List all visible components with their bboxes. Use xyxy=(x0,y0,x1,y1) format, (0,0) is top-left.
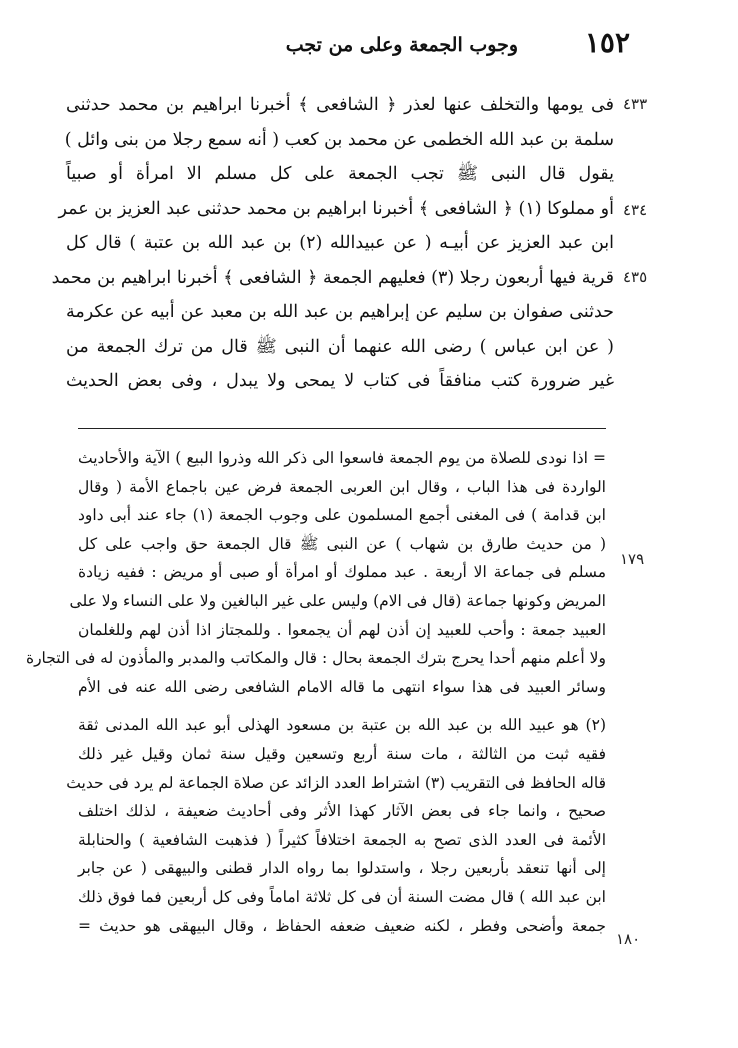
footnote-marginal-number: ١٧٩ xyxy=(620,550,645,568)
footnote-gap xyxy=(78,701,606,711)
footnote-line: ابن عبد الله ) قال مضت السنة أن فى كل ثلاثة اماماً وفى كل أربعين فما فوق ذلك xyxy=(78,887,606,906)
footnote-line: قاله الحافظ فى التقريب (٣) اشتراط العدد الزائد عن صلاة الجماعة لم يرد فى حديث xyxy=(66,773,606,792)
footnote-line: ابن قدامة ) فى المغنى أجمع المسلمون على وجوب الجمعة (١) جاء عند أبى داود xyxy=(78,506,606,525)
footnote-line: ولا أعلم منهم أحدا يحرج بترك الجمعة بحال : قال والمكاتب والمدبر والمأذون له فى التجارة xyxy=(25,649,606,668)
text-line: قرية فيها أربعون رجلا (٣) فعليهم الجمعة ﴿ الشافعى ﴾ أخبرنا ابراهيم بن محمد xyxy=(51,267,614,288)
footnote-line: الواردة فى هذا الباب ، وقال ابن العربى الجمعة فرض عين باجماع الأمة ( وقال xyxy=(78,477,606,496)
footnote-line: مسلم فى جماعة الا أربعة . عبد مملوك أو امرأة أو صبى أو مريض : ففيه زيادة xyxy=(78,563,606,582)
footnotes xyxy=(25,444,606,940)
footnote-line: العبيد جمعة : وأحب للعبيد إن أذن لهم أن يجمعوا . وللمجتاز اذا أذن لهم وللغلمان xyxy=(78,620,606,639)
footnote-line: المريض وكونها جماعة (قال فى الام) وليس على غير البالغين ولا على النساء ولا على xyxy=(69,591,606,610)
page-header xyxy=(250,26,630,66)
text-line: سلمة بن عبد الله الخطمى عن محمد بن كعب ( أنه سمع رجلا من بنى وائل ) xyxy=(64,129,614,150)
footnote-line: = اذا نودى للصلاة من يوم الجمعة فاسعوا الى ذكر الله وذروا البيع ) الآية والأحاديث xyxy=(78,449,606,467)
footnote-line: جمعة وأضحى وفطر ، لكنه ضعيف ضعفه الحفاظ ، وقال البيهقى هو حديث = xyxy=(78,916,606,935)
footnote-line: صحيح ، وانما جاء فى بعض الآثار كهذا الأثر وفى أحاديث ضعيفة ، لذلك اختلف xyxy=(78,802,606,821)
hadith-number: ٤٣٤ xyxy=(623,201,648,219)
main-text xyxy=(51,88,614,399)
footnote-line: الأئمة فى العدد الذى تصح به الجمعة اختلافاً كثيراً ( فذهبت الشافعية ) والحنابلة xyxy=(78,830,606,849)
footnote-line: (٢) هو عبيد الله بن عبد الله بن عتبة بن مسعود الهذلى أبو عبد الله المدنى ثقة xyxy=(78,716,606,735)
hadith-number: ٤٣٥ xyxy=(623,268,648,286)
hadith-number: ٤٣٣ xyxy=(623,95,648,113)
text-line: أو مملوكا (١) ﴿ الشافعى ﴾ أخبرنا ابراهيم بن محمد حدثنى عبد العزيز بن عمر xyxy=(58,198,614,219)
text-line: غير ضرورة كتب منافقاً فى كتاب لا يمحى ولا يبدل ، وفى بعض الحديث xyxy=(66,371,614,391)
footnote-line: وسائر العبيد فى هذا سواء انتهى ما قاله الامام الشافعى رضى الله عنه فى الأم xyxy=(78,677,606,696)
text-line: ( عن ابن عباس ) رضى الله عنهما أن النبى ﷺ قال من ترك الجمعة من xyxy=(66,336,614,357)
text-line: يقول قال النبى ﷺ تجب الجمعة على كل مسلم الا امرأة أو صبياً xyxy=(66,164,614,184)
text-line: ابن عبد العزيز عن أبيـه ( عن عبيدالله (٢) بن عبد الله بن عتبة ) قال كل xyxy=(66,233,614,253)
footnote-separator xyxy=(78,428,606,429)
running-title: وجوب الجمعة وعلى من تجب xyxy=(285,34,518,56)
footnote-line: إلى أنها تنعقد بأربعين رجلا ، واستدلوا بما رواه الدار قطنى والبيهقى ( عن جابر xyxy=(78,859,606,878)
text-line: حدثنى صفوان بن سليم عن إبراهيم بن عبد الله بن معبد عن أبيه عن عكرمة xyxy=(66,302,614,322)
footnote-marginal-number: ١٨٠ xyxy=(616,930,641,948)
text-line: فى يومها والتخلف عنها لعذر ﴿ الشافعى ﴾ أخبرنا ابراهيم بن محمد حدثنى xyxy=(66,95,614,115)
footnote-line: فقيه ثبت من الثالثة ، مات سنة أربع وتسعين وقيل سنة ثمان وقيل غير ذلك xyxy=(78,744,606,763)
footnote-line: ( من حديث طارق بن شهاب ) عن النبى ﷺ قال الجمعة حق واجب على كل xyxy=(78,534,606,553)
page-number: ١٥٢ xyxy=(584,26,630,59)
